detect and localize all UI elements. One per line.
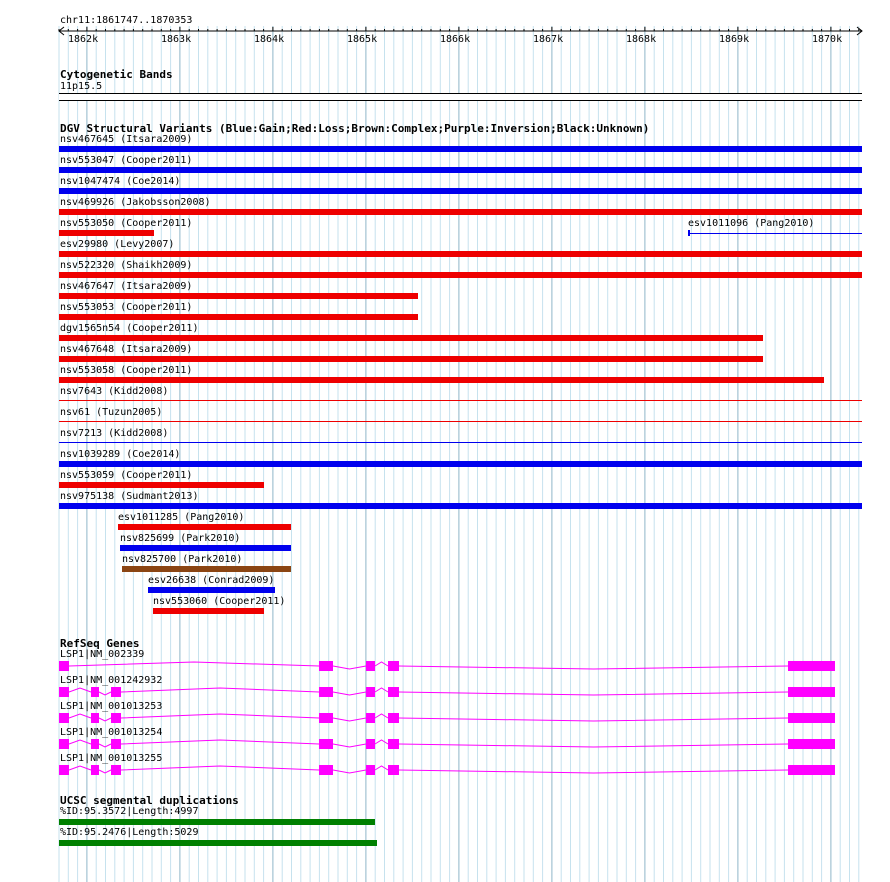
region-label: chr11:1861747..1870353: [60, 15, 193, 26]
refseq-exon: [111, 739, 121, 749]
refseq-exon: [788, 765, 835, 775]
dgv-variant-feature[interactable]: [59, 335, 763, 341]
dgv-variant-feature[interactable]: [59, 400, 862, 401]
segdup-feature[interactable]: [59, 840, 377, 846]
refseq-transcript-label: LSP1|NM_001013255: [60, 753, 163, 764]
dgv-variant-feature[interactable]: [59, 377, 824, 383]
dgv-variant-label: nsv553050 (Cooper2011): [60, 218, 193, 229]
refseq-exon: [59, 765, 69, 775]
refseq-intron: [333, 718, 366, 721]
segdup-label: %ID:95.3572|Length:4997: [60, 806, 199, 817]
refseq-transcript-model[interactable]: [0, 708, 890, 728]
dgv-variant-start-tick: [688, 230, 690, 236]
refseq-transcript-model[interactable]: [0, 734, 890, 754]
dgv-variant-label: dgv1565n54 (Cooper2011): [60, 323, 199, 334]
refseq-intron: [121, 714, 319, 718]
ruler-tick-label: 1869k: [719, 34, 750, 45]
refseq-intron: [375, 766, 388, 770]
refseq-intron: [99, 718, 111, 721]
refseq-transcript-model[interactable]: [0, 760, 890, 780]
dgv-variant-feature[interactable]: [59, 503, 862, 509]
dgv-variant-label: nsv522320 (Shaikh2009): [60, 260, 193, 271]
dgv-variant-label: esv1011096 (Pang2010): [688, 218, 815, 229]
refseq-exon: [91, 739, 99, 749]
dgv-variant-label: nsv7643 (Kidd2008): [60, 386, 169, 397]
refseq-intron: [375, 740, 388, 744]
dgv-variant-feature[interactable]: [59, 272, 862, 278]
refseq-intron: [121, 740, 319, 744]
refseq-intron: [69, 714, 91, 718]
refseq-exon: [366, 661, 375, 671]
dgv-variant-label: esv29980 (Levy2007): [60, 239, 175, 250]
refseq-exon: [91, 713, 99, 723]
refseq-exon: [111, 765, 121, 775]
refseq-transcript-model[interactable]: [0, 656, 890, 676]
refseq-intron: [399, 666, 788, 669]
refseq-exon: [59, 661, 69, 671]
refseq-transcript-label: LSP1|NM_001242932: [60, 675, 163, 686]
ruler-tick-label: 1862k: [68, 34, 99, 45]
dgv-variant-feature[interactable]: [59, 442, 862, 443]
refseq-intron: [69, 662, 319, 666]
ruler-tick-label: 1864k: [254, 34, 285, 45]
refseq-exon: [788, 739, 835, 749]
refseq-exon: [388, 661, 399, 671]
refseq-intron: [69, 688, 91, 692]
dgv-variant-feature[interactable]: [59, 421, 862, 422]
dgv-variant-feature[interactable]: [59, 167, 862, 173]
dgv-variant-label: nsv975138 (Sudmant2013): [60, 491, 199, 502]
refseq-intron: [399, 718, 788, 721]
refseq-intron: [333, 744, 366, 747]
refseq-intron: [99, 770, 111, 773]
refseq-exon: [319, 739, 333, 749]
refseq-exon: [319, 765, 333, 775]
refseq-exon: [91, 765, 99, 775]
refseq-intron: [375, 714, 388, 718]
dgv-variant-feature[interactable]: [59, 356, 763, 362]
segdup-label: %ID:95.2476|Length:5029: [60, 827, 199, 838]
refseq-intron: [69, 740, 91, 744]
ruler-tick-label: 1870k: [812, 34, 843, 45]
refseq-intron: [333, 666, 366, 669]
dgv-variant-feature[interactable]: [59, 209, 862, 215]
dgv-variant-label: nsv467647 (Itsara2009): [60, 281, 193, 292]
dgv-variant-feature[interactable]: [153, 608, 264, 614]
segdups-track-title[interactable]: UCSC segmental duplications: [60, 794, 239, 807]
dgv-variant-feature[interactable]: [120, 545, 291, 551]
dgv-variant-label: nsv825700 (Park2010): [122, 554, 243, 565]
dgv-variant-feature[interactable]: [122, 566, 291, 572]
dgv-variant-feature[interactable]: [118, 524, 291, 530]
refseq-exon: [366, 687, 375, 697]
dgv-variant-label: nsv553060 (Cooper2011): [153, 596, 286, 607]
refseq-exon: [388, 687, 399, 697]
ruler-tick-label: 1868k: [626, 34, 657, 45]
refseq-intron: [69, 766, 91, 770]
dgv-variant-label: nsv553053 (Cooper2011): [60, 302, 193, 313]
refseq-intron: [333, 692, 366, 695]
dgv-variant-label: nsv825699 (Park2010): [120, 533, 241, 544]
refseq-exon: [366, 713, 375, 723]
refseq-transcript-label: LSP1|NM_001013254: [60, 727, 163, 738]
refseq-exon: [388, 765, 399, 775]
refseq-exon: [319, 661, 333, 671]
refseq-transcript-label: LSP1|NM_002339: [60, 649, 145, 660]
refseq-exon: [388, 713, 399, 723]
dgv-variant-label: nsv553058 (Cooper2011): [60, 365, 193, 376]
cytobands-track-title[interactable]: Cytogenetic Bands: [60, 68, 173, 81]
refseq-exon: [111, 687, 121, 697]
dgv-variant-feature[interactable]: [148, 587, 275, 593]
refseq-exon: [788, 713, 835, 723]
ruler-tick-label: 1866k: [440, 34, 471, 45]
refseq-exon: [319, 687, 333, 697]
refseq-intron: [99, 692, 111, 695]
dgv-variant-label: nsv467645 (Itsara2009): [60, 134, 193, 145]
dgv-variant-feature[interactable]: [59, 293, 418, 299]
refseq-exon: [111, 713, 121, 723]
dgv-variant-feature[interactable]: [59, 230, 154, 236]
dgv-variant-label: nsv61 (Tuzun2005): [60, 407, 163, 418]
dgv-variant-label: nsv467648 (Itsara2009): [60, 344, 193, 355]
cytoband-label: 11p15.5: [60, 81, 103, 92]
ruler-tick-label: 1865k: [347, 34, 378, 45]
refseq-exon: [366, 739, 375, 749]
dgv-variant-label: nsv1039289 (Coe2014): [60, 449, 181, 460]
refseq-track-title[interactable]: RefSeq Genes: [60, 637, 140, 650]
refseq-intron: [121, 766, 319, 770]
refseq-transcript-model[interactable]: [0, 682, 890, 702]
refseq-exon: [366, 765, 375, 775]
refseq-transcript-label: LSP1|NM_001013253: [60, 701, 163, 712]
dgv-track-title[interactable]: DGV Structural Variants (Blue:Gain;Red:Loss;Brown:Complex;Purple:Inversion;Black:Unknown): [60, 122, 650, 135]
dgv-variant-label: nsv1047474 (Coe2014): [60, 176, 181, 187]
dgv-variant-label: esv26638 (Conrad2009): [148, 575, 275, 586]
dgv-variant-label: nsv553059 (Cooper2011): [60, 470, 193, 481]
dgv-variant-feature[interactable]: [59, 314, 418, 320]
dgv-variant-feature[interactable]: [59, 188, 862, 194]
refseq-intron: [399, 770, 788, 773]
dgv-variant-label: nsv469926 (Jakobsson2008): [60, 197, 211, 208]
refseq-intron: [375, 688, 388, 692]
dgv-variant-feature[interactable]: [59, 146, 862, 152]
refseq-exon: [388, 739, 399, 749]
dgv-variant-feature[interactable]: [59, 461, 862, 467]
ruler-tick-label: 1863k: [161, 34, 192, 45]
dgv-variant-label: nsv553047 (Cooper2011): [60, 155, 193, 166]
refseq-intron: [399, 692, 788, 695]
refseq-intron: [399, 744, 788, 747]
refseq-exon: [788, 687, 835, 697]
refseq-exon: [59, 687, 69, 697]
refseq-intron: [375, 662, 388, 666]
ruler-tick-label: 1867k: [533, 34, 564, 45]
refseq-exon: [91, 687, 99, 697]
cytoband-feature[interactable]: [59, 93, 862, 101]
refseq-intron: [333, 770, 366, 773]
dgv-variant-feature[interactable]: [688, 233, 862, 234]
refseq-exon: [59, 713, 69, 723]
dgv-variant-label: esv1011285 (Pang2010): [118, 512, 245, 523]
refseq-intron: [121, 688, 319, 692]
dgv-variant-feature[interactable]: [59, 251, 862, 257]
refseq-exon: [59, 739, 69, 749]
segdup-feature[interactable]: [59, 819, 375, 825]
dgv-variant-label: nsv7213 (Kidd2008): [60, 428, 169, 439]
refseq-intron: [99, 744, 111, 747]
dgv-variant-feature[interactable]: [59, 482, 264, 488]
refseq-exon: [319, 713, 333, 723]
refseq-exon: [788, 661, 835, 671]
